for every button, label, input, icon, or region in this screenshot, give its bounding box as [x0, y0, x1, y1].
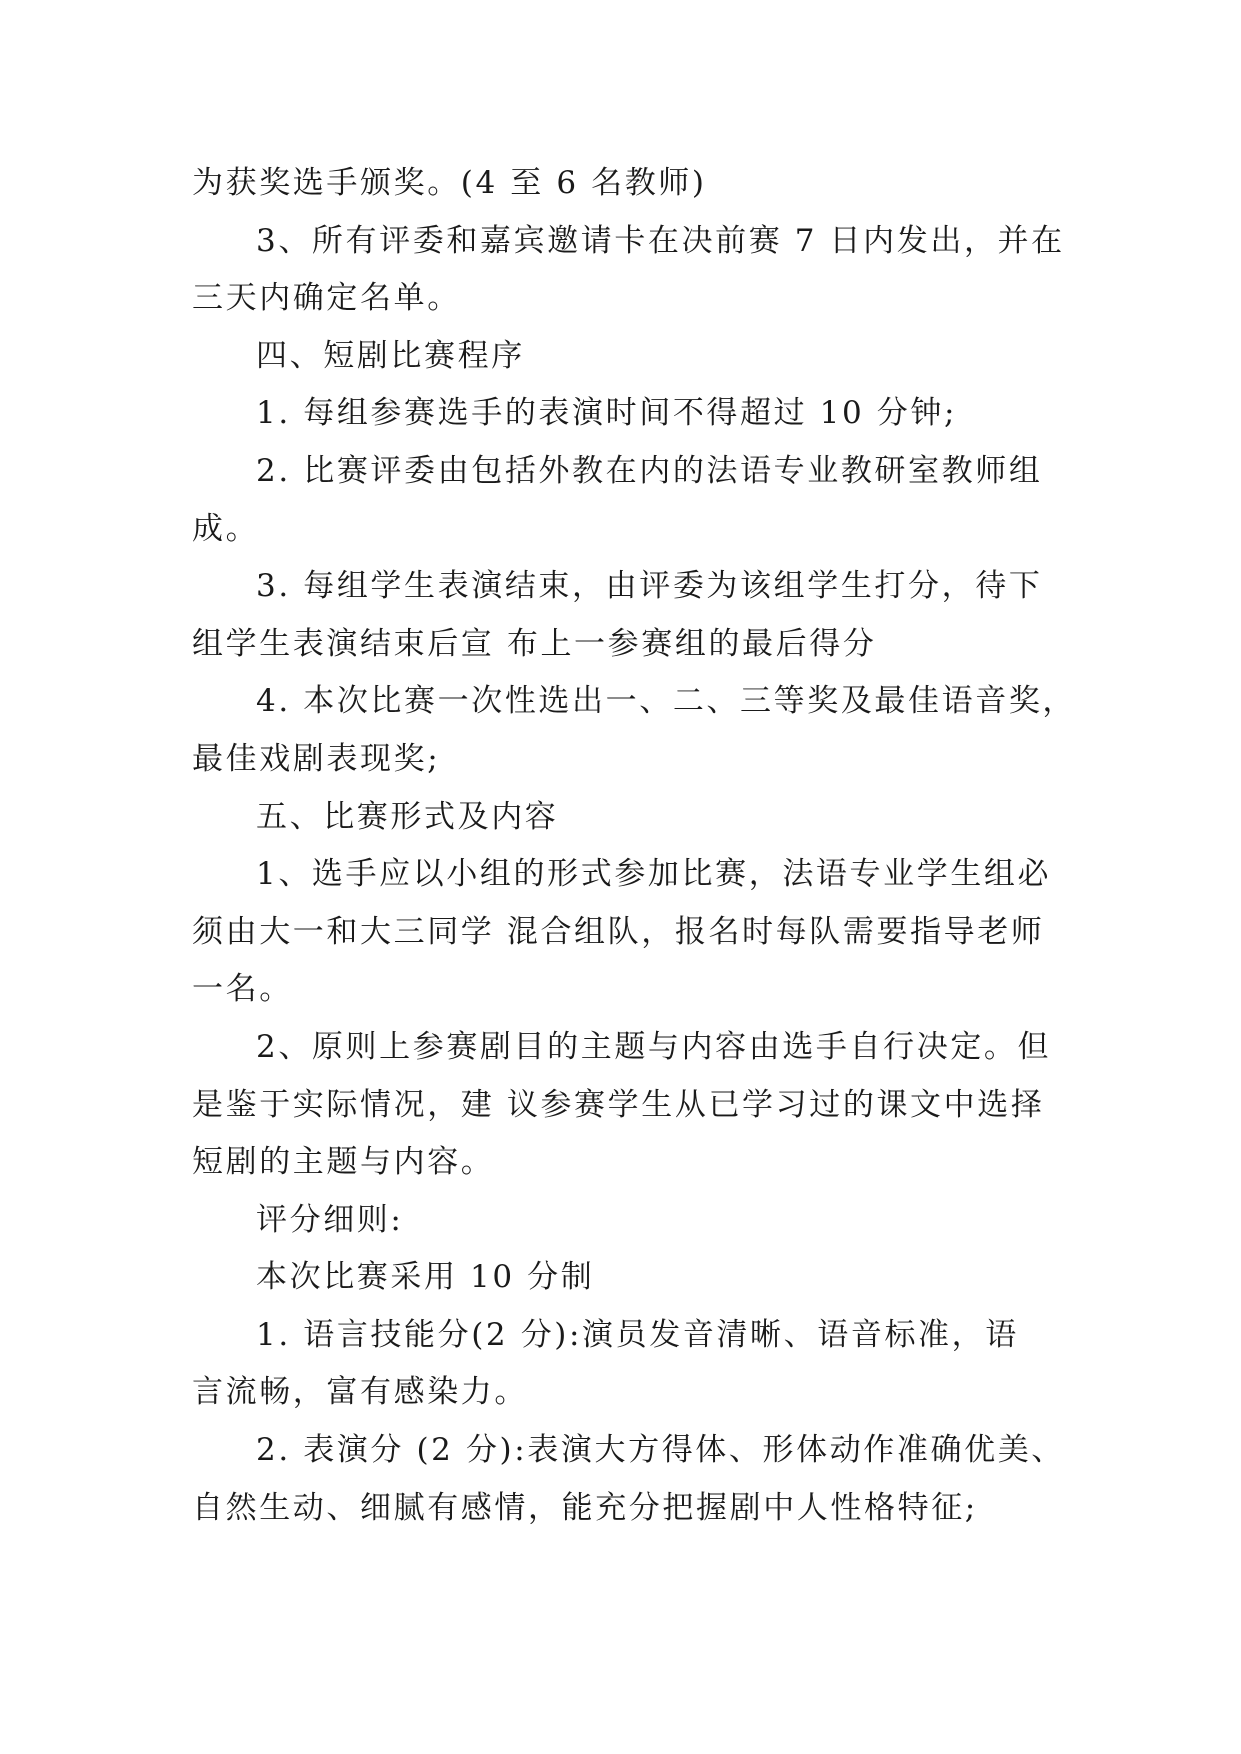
text-line: 三天内确定名单。 [192, 280, 461, 317]
section-heading: 五、比赛形式及内容 [256, 798, 559, 835]
text-line: 是鉴于实际情况，建 议参赛学生从已学习过的课文中选择 [192, 1086, 1045, 1123]
text-line: 言流畅，富有感染力。 [192, 1374, 528, 1411]
section-heading: 评分细则: [256, 1201, 404, 1238]
section-heading: 四、短剧比赛程序 [256, 337, 525, 374]
text-line: 为获奖选手颁奖。(4 至 6 名教师) [192, 165, 707, 201]
text-line: 1、选手应以小组的形式参加比赛，法语专业学生组必 [256, 856, 1052, 893]
text-line: 最佳戏剧表现奖; [192, 740, 441, 777]
document-body [192, 155, 1077, 1537]
text-line: 3. 每组学生表演结束，由评委为该组学生打分，待下 [256, 568, 1043, 605]
text-line: 须由大一和大三同学 混合组队，报名时每队需要指导老师 [192, 913, 1045, 950]
text-line: 1. 每组参赛选手的表演时间不得超过 10 分钟; [256, 395, 958, 432]
text-line: 一名。 [192, 971, 293, 1008]
text-line: 4. 本次比赛一次性选出一、二、三等奖及最佳语音奖， [256, 683, 1077, 720]
text-line: 1. 语言技能分(2 分):演员发音清晰、语音标准，语 [256, 1316, 1019, 1353]
text-line: 组学生表演结束后宣 布上一参赛组的最后得分 [192, 625, 877, 662]
text-line: 短剧的主题与内容。 [192, 1144, 495, 1181]
text-line: 2、原则上参赛剧目的主题与内容由选手自行决定。但 [256, 1028, 1052, 1065]
text-line: 2. 比赛评委由包括外教在内的法语专业教研室教师组 [256, 452, 1043, 489]
text-line: 2. 表演分 (2 分):表演大方得体、形体动作准确优美、 [256, 1432, 1065, 1469]
text-line: 自然生动、细腻有感情，能充分把握剧中人性格特征; [192, 1489, 978, 1526]
text-line: 本次比赛采用 10 分制 [256, 1259, 595, 1296]
text-line: 成。 [192, 510, 260, 547]
text-line: 3、所有评委和嘉宾邀请卡在决前赛 7 日内发出，并在 [256, 222, 1065, 259]
